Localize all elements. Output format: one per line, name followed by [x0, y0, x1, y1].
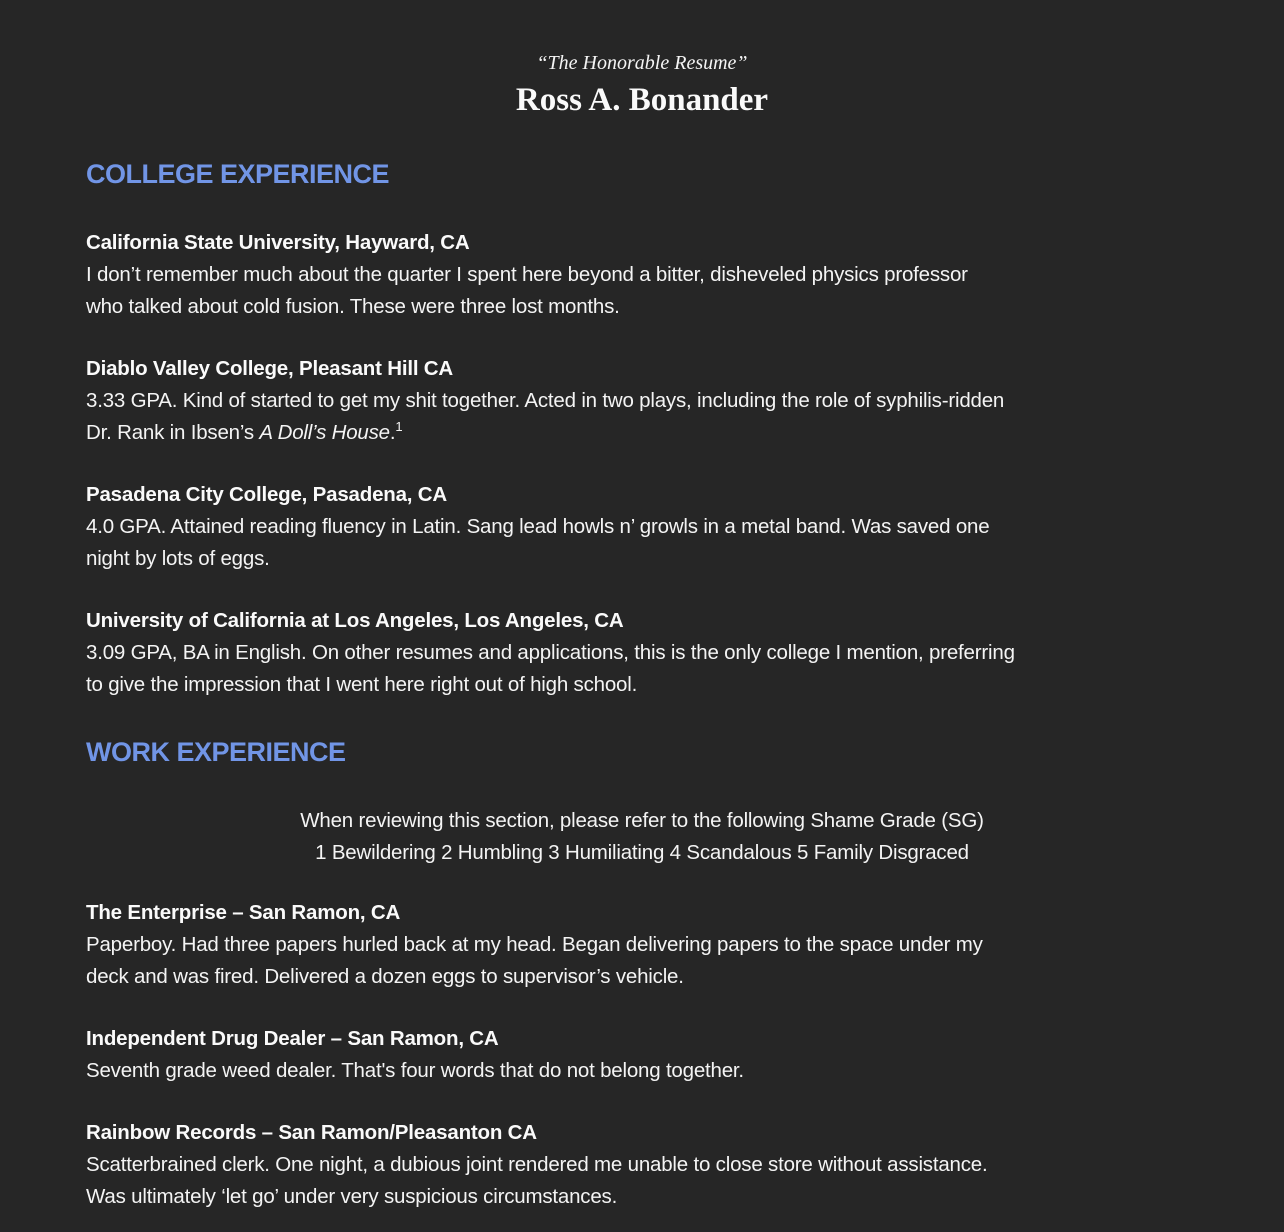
body-text: Seventh grade weed dealer. That's four words that do not belong together. [86, 1059, 744, 1082]
body-text: to give the impression that I went here right out of high school. [86, 673, 638, 696]
body-text: 3.09 GPA, BA in English. On other resumes and applications, this is the only college I mention, preferring [86, 641, 1015, 664]
resume-entry-diablo-valley-college-pleasant-hill-ca [86, 353, 1198, 449]
entry-title: Independent Drug Dealer – San Ramon, CA [86, 1027, 499, 1050]
body-text: deck and was fired. Delivered a dozen eggs to supervisor’s vehicle. [86, 965, 684, 988]
shame-grade-note [86, 805, 1198, 869]
body-text: . [389, 421, 396, 444]
entry-title: Pasadena City College, Pasadena, CA [86, 483, 447, 506]
entry-body [86, 1055, 1198, 1087]
resume-entry-rainbow-records-san-ramon-pleasanton-ca [86, 1117, 1198, 1213]
author-name: Ross A. Bonander [515, 82, 769, 118]
document-body [86, 157, 1198, 1213]
entry-title: California State University, Hayward, CA [86, 231, 470, 254]
entry-title: Diablo Valley College, Pleasant Hill CA [86, 357, 454, 380]
italic-work-title: A Doll’s House [259, 421, 390, 444]
shame-grade-note-line: 1 Bewildering 2 Humbling 3 Humiliating 4 Scandalous 5 Family Disgraced [315, 841, 969, 864]
body-text: who talked about cold fusion. These were three lost months. [86, 295, 620, 318]
entry-title: The Enterprise – San Ramon, CA [86, 901, 401, 924]
entry-body [86, 511, 1198, 575]
resume-entry-university-of-california-at-los-angeles-los-angeles-ca [86, 605, 1198, 701]
body-text: I don’t remember much about the quarter I spent here beyond a bitter, disheveled physics professor [86, 263, 968, 286]
resume-entry-the-enterprise-san-ramon-ca [86, 897, 1198, 993]
shame-grade-note-line: When reviewing this section, please refer to the following Shame Grade (SG) [300, 809, 984, 832]
entry-body [86, 259, 1198, 323]
entry-title: University of California at Los Angeles, Los Angeles, CA [86, 609, 624, 632]
body-text: 4.0 GPA. Attained reading fluency in Latin. Sang lead howls n’ growls in a metal band. Was saved one [86, 515, 990, 538]
body-text: Was ultimately ‘let go’ under very suspicious circumstances. [86, 1185, 618, 1208]
section-heading-college-experience: COLLEGE EXPERIENCE [86, 159, 390, 189]
document-title-quote: “The Honorable Resume” [536, 52, 748, 74]
section-heading-work-experience: WORK EXPERIENCE [86, 737, 346, 767]
body-text: 3.33 GPA. Kind of started to get my shit together. Acted in two plays, including the role of syphilis-ridden [86, 389, 1005, 412]
entry-title: Rainbow Records – San Ramon/Pleasanton CA [86, 1121, 537, 1144]
body-text: Paperboy. Had three papers hurled back at my head. Began delivering papers to the space under my [86, 933, 983, 956]
entry-body [86, 929, 1198, 993]
resume-entry-california-state-university-hayward-ca [86, 227, 1198, 323]
body-text: night by lots of eggs. [86, 547, 270, 570]
entry-body [86, 1149, 1198, 1213]
entry-body [86, 385, 1198, 449]
resume-entry-pasadena-city-college-pasadena-ca [86, 479, 1198, 575]
entry-body [86, 637, 1198, 701]
body-text: Dr. Rank in Ibsen’s [86, 421, 260, 444]
body-text: Scatterbrained clerk. One night, a dubious joint rendered me unable to close store without assistance. [86, 1153, 988, 1176]
resume-entry-independent-drug-dealer-san-ramon-ca [86, 1023, 1198, 1087]
footnote-ref: 1 [395, 419, 403, 435]
